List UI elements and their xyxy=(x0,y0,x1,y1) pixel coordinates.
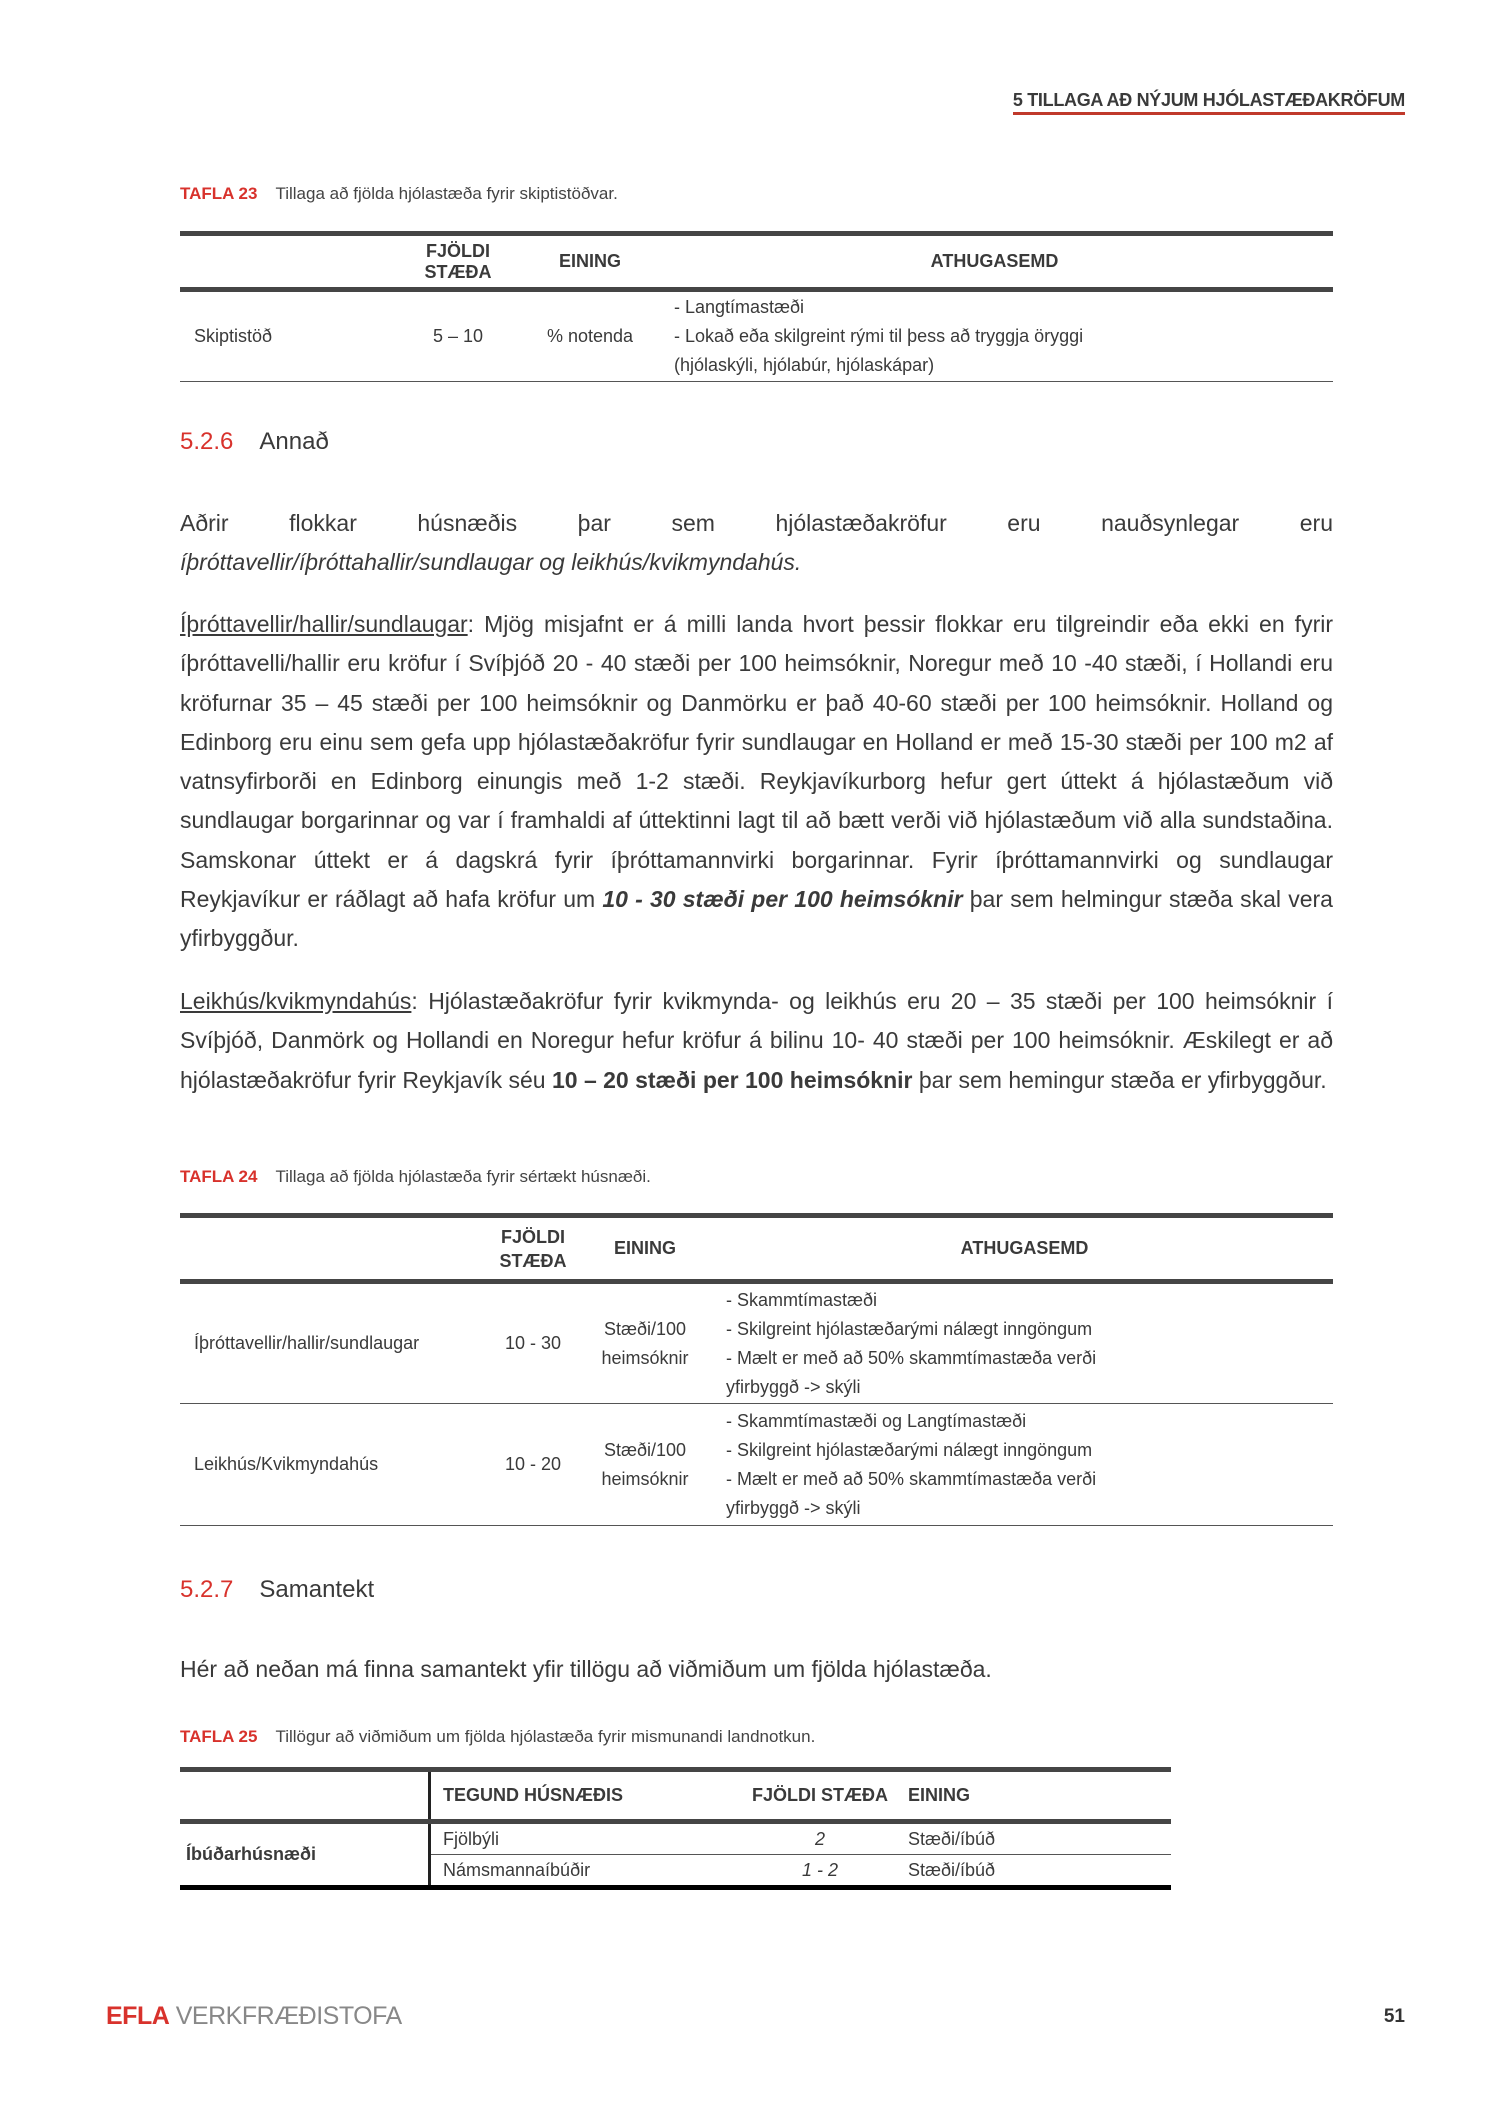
table-row: Íþróttavellir/hallir/sundlaugar 10 - 30 Stæði/100 heimsóknir - Skammtímastæði - Skilgreint hjólastæðarými nálægt inngöngum - Mælt er með að 50% skammtímastæða verði yfirbyggð -> skýli xyxy=(180,1282,1333,1404)
table-23-caption xyxy=(180,184,618,204)
section-heading-5-2-7: 5.2.7 Samantekt xyxy=(180,1576,375,1603)
table-row: Skiptistöð 5 – 10 % notenda - Langtímastæði - Lokað eða skilgreint rými til þess að tryggja öryggi (hjólaskýli, hjólabúr, hjólaskápar) xyxy=(180,290,1333,382)
header-notes: ATHUGASEMD xyxy=(930,251,1059,271)
header-count: FJÖLDI STÆÐA xyxy=(424,240,492,282)
caption-number: TAFLA 23 xyxy=(180,184,258,203)
caption-text: Tillaga að fjölda hjólastæða fyrir skiptistöðvar. xyxy=(275,184,618,203)
paragraph-intro: Aðrir flokkar húsnæðis þar sem hjólastæðakröfur eru nauðsynlegar eru xyxy=(180,510,1333,536)
table-row: Íbúðarhúsnæði Fjölbýli 2 Stæði/íbúð xyxy=(180,1822,1171,1855)
table-24 xyxy=(180,1213,1333,1526)
table-23 xyxy=(180,231,1333,382)
table-header: TEGUND HÚSNÆÐIS FJÖLDI STÆÐA EINING xyxy=(180,1770,1171,1822)
table-25 xyxy=(180,1767,1171,1890)
table-header xyxy=(180,234,1333,290)
table-24-caption: TAFLA 24 Tillaga að fjölda hjólastæða fyrir sértækt húsnæði. xyxy=(180,1167,651,1186)
paragraph-theatres: Leikhús/kvikmyndahús: Hjólastæðakröfur fyrir kvikmynda- og leikhús eru 20 – 35 stæði per 100 heimsóknir í Svíþjóð, Danmörk og Hollandi en Noregur hefur kröfur á bilinu 10- 40 stæði per 100 heimsóknir. Æskilegt er að hjólastæðakröfur fyrir Reykjavík séu 10 – 20 stæði per 100 heimsóknir þar sem hemingur stæða er yfirbyggður. xyxy=(180,988,1333,1093)
paragraph-intro-italic: íþróttavellir/íþróttahallir/sundlaugar og leikhús/kvikmyndahús. xyxy=(180,549,802,575)
group-label: Íbúðarhúsnæði xyxy=(180,1822,430,1888)
table-25-caption: TAFLA 25 Tillögur að viðmiðum um fjölda hjólastæða fyrir mismunandi landnotkun. xyxy=(180,1727,816,1746)
running-head: 5 TILLAGA AÐ NÝJUM HJÓLASTÆÐAKRÖFUM xyxy=(1013,90,1405,115)
page-number: 51 xyxy=(1383,2006,1405,2027)
table-header: FJÖLDI STÆÐA EINING ATHUGASEMD xyxy=(180,1216,1333,1282)
table-row: Námsmannaíbúðir 1 - 2 Stæði/íbúð xyxy=(180,1855,1171,1888)
paragraph-summary: Hér að neðan má finna samantekt yfir tillögu að viðmiðum um fjölda hjólastæða. xyxy=(180,1656,992,1682)
section-heading-5-2-6: 5.2.6 Annað xyxy=(180,428,329,455)
efla-logo: EFLA VERKFRÆÐISTOFA xyxy=(106,2002,402,2030)
header-unit: EINING xyxy=(558,251,621,271)
paragraph-sports: Íþróttavellir/hallir/sundlaugar: Mjög misjafnt er á milli landa hvort þessir flokkar eru tilgreindir eða ekki en fyrir íþróttavelli/hallir eru kröfur í Svíþjóð 20 - 40 stæði per 100 heimsóknir, Noregur með 10 -40 stæði, í Hollandi eru kröfurnar 35 – 45 stæði per 100 heimsóknir og Danmörku er það 40-60 stæði per 100 heimsóknir. Holland og Edinborg eru einu sem gefa upp hjólastæðakröfur fyrir sundlaugar en Holland er með 15-30 stæði per 100 m2 af vatnsyfirborði en Edinborg einungis með 1-2 stæði. Reykjavíkurborg hefur gert úttekt á hjólastæðum við sundlaugar borgarinnar og var í framhaldi af úttektinni lagt til að bætt verði við hjólastæðum við alla sundstaðina. Samskonar úttekt er á dagskrá fyrir íþróttamannvirki borgarinnar. Fyrir íþróttamannvirki og sundlaugar Reykjavíkur er ráðlagt að hafa kröfur um 10 - 30 stæði per 100 heimsóknir þar sem helmingur stæða skal vera yfirbyggður. xyxy=(180,611,1333,952)
table-row: Leikhús/Kvikmyndahús 10 - 20 Stæði/100 heimsóknir - Skammtímastæði og Langtímastæði - Skilgreint hjólastæðarými nálægt inngöngum - Mælt er með að 50% skammtímastæða verði yfirbyggð -> skýli xyxy=(180,1404,1333,1526)
